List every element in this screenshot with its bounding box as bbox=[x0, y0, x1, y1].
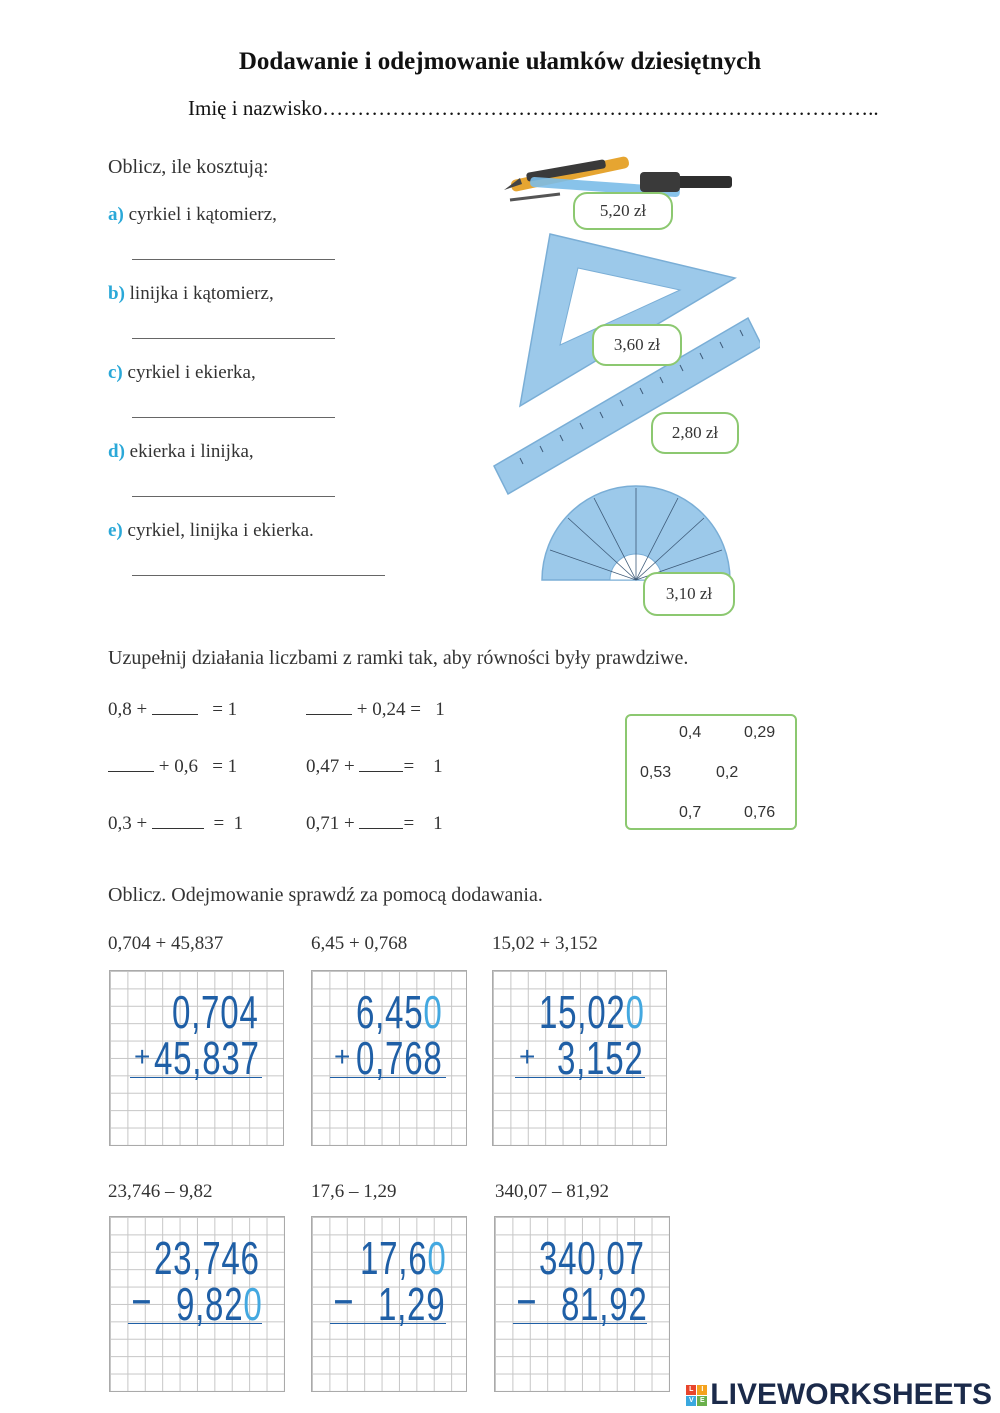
calculation-grid[interactable]: 6,450 + 0,768 bbox=[311, 970, 467, 1146]
bottom-number: 0,768 bbox=[356, 1032, 443, 1084]
box-number[interactable]: 0,76 bbox=[744, 804, 776, 821]
answer-line-a[interactable] bbox=[132, 259, 335, 260]
problem-label: 17,6 – 1,29 bbox=[311, 1181, 397, 1202]
problem-label: 340,07 – 81,92 bbox=[495, 1181, 609, 1202]
number-box bbox=[625, 714, 797, 830]
equation-right-3: 0,71 + = 1 bbox=[306, 813, 443, 834]
answer-blank[interactable] bbox=[359, 770, 403, 772]
equation-left-3: 0,3 + = 1 bbox=[108, 813, 244, 834]
page-title: Dodawanie i odejmowanie ułamków dziesiętnych bbox=[238, 48, 762, 75]
bottom-number: 3,152 bbox=[557, 1032, 644, 1084]
brand-name: LIVEWORKSHEETS bbox=[710, 1378, 992, 1411]
operator: + bbox=[519, 1041, 536, 1072]
item-letter: e) bbox=[108, 520, 123, 541]
price-tag-set-square: 3,60 zł bbox=[592, 324, 682, 366]
answer-blank[interactable] bbox=[306, 713, 352, 715]
top-number: 340,07 bbox=[539, 1232, 645, 1284]
liveworksheets-logo bbox=[686, 1378, 992, 1412]
section3-instruction: Oblicz. Odejmowanie sprawdź za pomocą dodawania. bbox=[108, 884, 543, 906]
item-letter: c) bbox=[108, 362, 123, 383]
problem-label: 23,746 – 9,82 bbox=[108, 1181, 213, 1202]
section1-instruction: Oblicz, ile kosztują: bbox=[108, 156, 269, 178]
section2-instruction: Uzupełnij działania liczbami z ramki tak, aby równości były prawdziwe. bbox=[108, 647, 689, 669]
result-line bbox=[128, 1323, 262, 1324]
name-line: Imię i nazwisko…………………………………………………………………….. bbox=[188, 96, 879, 120]
item-e bbox=[108, 520, 314, 542]
result-line bbox=[330, 1077, 446, 1078]
answer-blank[interactable] bbox=[152, 713, 198, 715]
answer-line-e[interactable] bbox=[132, 575, 385, 576]
operator: – bbox=[334, 1281, 353, 1319]
item-text: cyrkiel i ekierka, bbox=[127, 362, 256, 383]
result-line bbox=[330, 1323, 446, 1324]
item-b bbox=[108, 283, 274, 305]
answer-line-c[interactable] bbox=[132, 417, 335, 418]
price-tag-compass: 5,20 zł bbox=[573, 192, 673, 230]
bottom-number: 9,82 bbox=[176, 1278, 244, 1330]
answer-line-b[interactable] bbox=[132, 338, 335, 339]
item-letter: b) bbox=[108, 283, 125, 304]
top-number: 0,704 bbox=[172, 986, 259, 1038]
operator: – bbox=[132, 1281, 151, 1319]
result-line bbox=[130, 1077, 262, 1078]
box-number[interactable]: 0,4 bbox=[679, 724, 702, 741]
item-text: cyrkiel i kątomierz, bbox=[128, 204, 277, 225]
item-text: linijka i kątomierz, bbox=[129, 283, 274, 304]
box-number[interactable]: 0,29 bbox=[744, 724, 776, 741]
price-tag-protractor: 3,10 zł bbox=[643, 572, 735, 616]
protractor-icon bbox=[542, 486, 730, 580]
operator: – bbox=[517, 1281, 536, 1319]
problem-label: 15,02 + 3,152 bbox=[492, 933, 598, 954]
item-d bbox=[108, 441, 254, 463]
answer-line-d[interactable] bbox=[132, 496, 335, 497]
result-line bbox=[515, 1077, 645, 1078]
top-number: 15,02 bbox=[539, 986, 626, 1038]
bottom-number: 81,92 bbox=[561, 1278, 648, 1330]
box-number[interactable]: 0,2 bbox=[716, 764, 739, 781]
operator: + bbox=[334, 1041, 351, 1072]
item-a bbox=[108, 204, 277, 226]
problem-label: 0,704 + 45,837 bbox=[108, 933, 224, 954]
top-number: 17,6 bbox=[360, 1232, 428, 1284]
item-letter: d) bbox=[108, 441, 125, 462]
item-letter: a) bbox=[108, 204, 124, 225]
calculation-grid[interactable] bbox=[109, 970, 284, 1146]
equation-left-1: 0,8 + = 1 bbox=[108, 699, 238, 720]
problem-label: 6,45 + 0,768 bbox=[311, 933, 408, 954]
calculation-grid[interactable]: 23,746 – 9,820 bbox=[109, 1216, 285, 1392]
equation-right-2: 0,47 + = 1 bbox=[306, 756, 443, 777]
calculation-grid[interactable] bbox=[494, 1216, 670, 1392]
bottom-number: 45,837 bbox=[154, 1032, 260, 1084]
result-line bbox=[513, 1323, 647, 1324]
box-number[interactable]: 0,53 bbox=[640, 764, 672, 781]
operator: + bbox=[134, 1041, 151, 1072]
answer-blank[interactable] bbox=[359, 827, 403, 829]
equation-right-1: + 0,24 = 1 bbox=[306, 699, 445, 721]
bottom-number: 1,29 bbox=[378, 1278, 446, 1330]
item-c bbox=[108, 362, 256, 384]
answer-blank[interactable] bbox=[108, 770, 154, 772]
top-number: 23,746 bbox=[154, 1232, 260, 1284]
price-tag-ruler: 2,80 zł bbox=[651, 412, 739, 454]
box-number[interactable]: 0,7 bbox=[679, 804, 702, 821]
top-number: 6,45 bbox=[356, 986, 424, 1038]
calculation-grid[interactable]: 15,020 + 3,152 bbox=[492, 970, 667, 1146]
calculation-grid[interactable]: 17,60 – 1,29 bbox=[311, 1216, 467, 1392]
liveworksheets-logo-icon: L I V E bbox=[686, 1385, 707, 1406]
item-text: ekierka i linijka, bbox=[129, 441, 254, 462]
item-text: cyrkiel, linijka i ekierka. bbox=[127, 520, 314, 541]
answer-blank[interactable] bbox=[152, 827, 204, 829]
equation-left-2: + 0,6 = 1 bbox=[108, 756, 237, 778]
